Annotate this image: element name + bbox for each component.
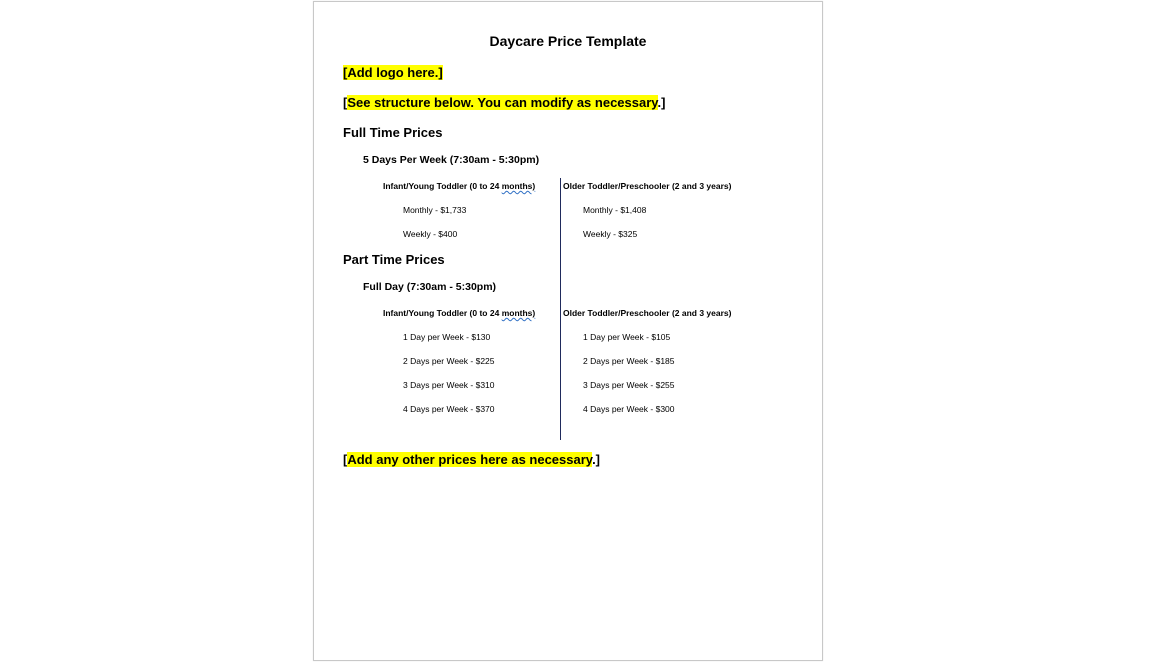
infant-header-prefix: Infant/Young Toddler (0 to 24 <box>383 308 502 318</box>
part-time-infant-header <box>383 308 535 318</box>
other-prices-close: .] <box>592 452 601 467</box>
infant-header-prefix: Infant/Young Toddler (0 to 24 <box>383 181 502 191</box>
logo-placeholder-text: [Add logo here.] <box>343 65 443 80</box>
part-time-older-item: 4 Days per Week - $300 <box>583 404 675 414</box>
part-time-older-item: 3 Days per Week - $255 <box>583 380 675 390</box>
document-title: Daycare Price Template <box>489 33 647 49</box>
part-time-infant-item: 3 Days per Week - $310 <box>403 380 495 390</box>
part-time-infant-item: 1 Day per Week - $130 <box>403 332 491 342</box>
part-time-infant-item: 2 Days per Week - $225 <box>403 356 495 366</box>
full-time-infant-item: Monthly - $1,733 <box>403 205 467 215</box>
part-time-schedule: Full Day (7:30am - 5:30pm) <box>363 281 497 293</box>
other-prices-text: Add any other prices here as necessary <box>347 452 593 467</box>
part-time-older-item: 2 Days per Week - $185 <box>583 356 675 366</box>
full-time-older-header: Older Toddler/Preschooler (2 and 3 years) <box>563 181 732 191</box>
infant-header-underlined: months) <box>501 181 536 191</box>
full-time-older-item: Monthly - $1,408 <box>583 205 647 215</box>
part-time-older-item: 1 Day per Week - $105 <box>583 332 671 342</box>
full-time-infant-item: Weekly - $400 <box>403 229 458 239</box>
full-time-heading: Full Time Prices <box>343 125 443 140</box>
logo-placeholder <box>343 65 443 80</box>
full-time-older-item: Weekly - $325 <box>583 229 638 239</box>
part-time-infant-item: 4 Days per Week - $370 <box>403 404 495 414</box>
document-page <box>313 1 823 661</box>
structure-note-open: [ <box>343 95 348 110</box>
other-prices-open: [ <box>343 452 348 467</box>
structure-note-close: .] <box>657 95 666 110</box>
part-time-older-header: Older Toddler/Preschooler (2 and 3 years) <box>563 308 732 318</box>
structure-note-text: See structure below. You can modify as necessary <box>347 95 658 110</box>
structure-note <box>343 95 666 110</box>
part-time-heading: Part Time Prices <box>343 252 445 267</box>
infant-header-underlined: months) <box>501 308 536 318</box>
full-time-infant-header <box>383 181 535 191</box>
column-divider <box>560 178 561 440</box>
full-time-schedule: 5 Days Per Week (7:30am - 5:30pm) <box>363 154 540 166</box>
other-prices-note <box>343 452 600 467</box>
